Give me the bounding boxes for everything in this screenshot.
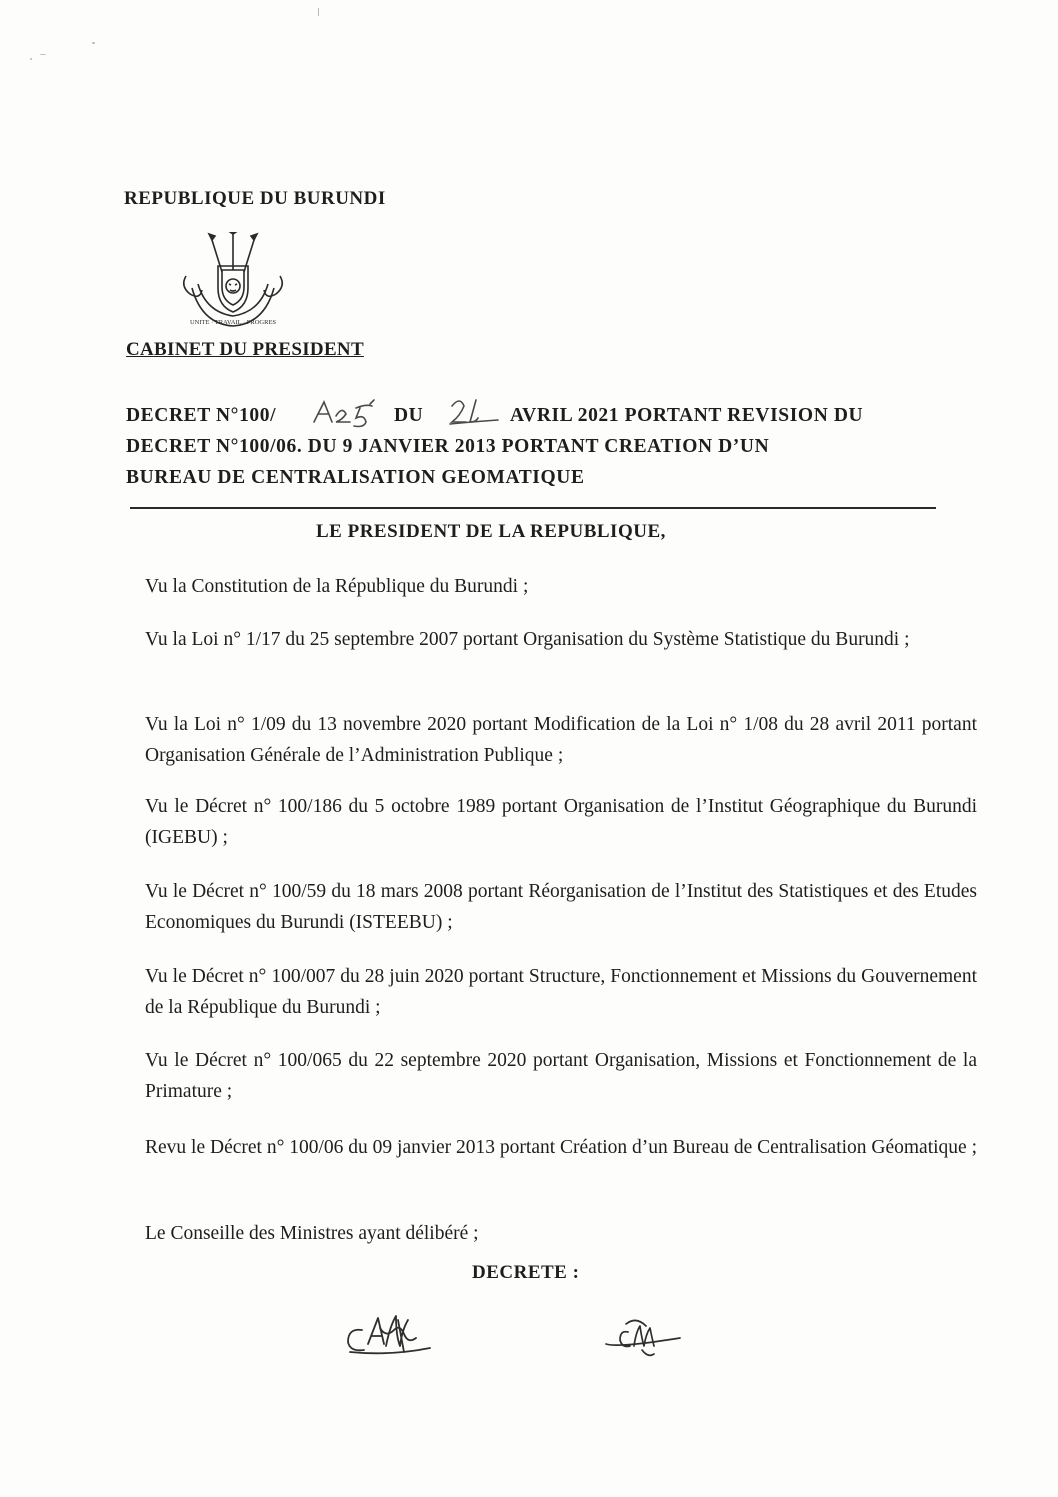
decree-title-line-1-suffix: AVRIL 2021 PORTANT REVISION DU	[510, 405, 864, 426]
scan-speck	[30, 58, 32, 60]
visa-paragraph: Vu le Décret n° 100/186 du 5 octobre 1989 portant Organisation de l’Institut Géographique du Burundi (IGEBU) ;	[145, 796, 977, 848]
cabinet-heading: CABINET DU PRESIDENT	[126, 339, 364, 360]
visa-paragraph: Vu la Loi n° 1/09 du 13 novembre 2020 portant Modification de la Loi n° 1/08 du 28 avril 2011 portant Organisation Générale de l’Administration Publique ;	[145, 714, 977, 766]
visa-paragraph: Revu le Décret n° 100/06 du 09 janvier 2013 portant Création d’un Bureau de Centralisation Géomatique ;	[145, 1137, 977, 1158]
decree-title	[126, 400, 944, 493]
republic-heading: REPUBLIQUE DU BURUNDI	[124, 188, 386, 209]
handwritten-decree-number	[310, 394, 382, 430]
scan-speck	[92, 42, 95, 44]
visa-paragraph: Vu la Loi n° 1/17 du 25 septembre 2007 portant Organisation du Système Statistique du Burundi ;	[145, 629, 910, 650]
scan-speck	[318, 8, 319, 16]
authority-heading: LE PRESIDENT DE LA REPUBLIQUE,	[316, 521, 666, 542]
visa-paragraph: Le Conseille des Ministres ayant délibéré ;	[145, 1223, 479, 1244]
initials-signature-left	[340, 1306, 440, 1370]
handwritten-decree-day	[446, 392, 506, 430]
coat-of-arms-emblem	[178, 232, 288, 332]
decree-du-label: DU	[394, 405, 424, 426]
visa-paragraph: Vu le Décret n° 100/065 du 22 septembre 2020 portant Organisation, Missions et Fonctionnement de la Primature ;	[145, 1050, 977, 1102]
initials-signature-right	[598, 1314, 684, 1366]
visa-paragraph: Vu le Décret n° 100/007 du 28 juin 2020 portant Structure, Fonctionnement et Missions du Gouvernement de la République du Burundi ;	[145, 966, 977, 1018]
scan-speck	[40, 54, 46, 55]
decree-title-line-2: DECRET N°100/06. DU 9 JANVIER 2013 PORTANT CREATION D’UN	[126, 436, 770, 457]
decree-title-line-1	[126, 400, 944, 431]
title-divider	[130, 507, 936, 509]
decree-title-line-3: BUREAU DE CENTRALISATION GEOMATIQUE	[126, 467, 585, 488]
decree-number-prefix: DECRET N°100/	[126, 405, 277, 426]
visa-paragraph: Vu le Décret n° 100/59 du 18 mars 2008 portant Réorganisation de l’Institut des Statistiques et des Etudes Economiques du Burundi (ISTEEBU) ;	[145, 881, 977, 933]
operative-heading: DECRETE :	[472, 1262, 580, 1283]
emblem-motto: UNITE · TRAVAIL · PROGRES	[189, 319, 277, 326]
visa-paragraph: Vu la Constitution de la République du Burundi ;	[145, 576, 529, 597]
